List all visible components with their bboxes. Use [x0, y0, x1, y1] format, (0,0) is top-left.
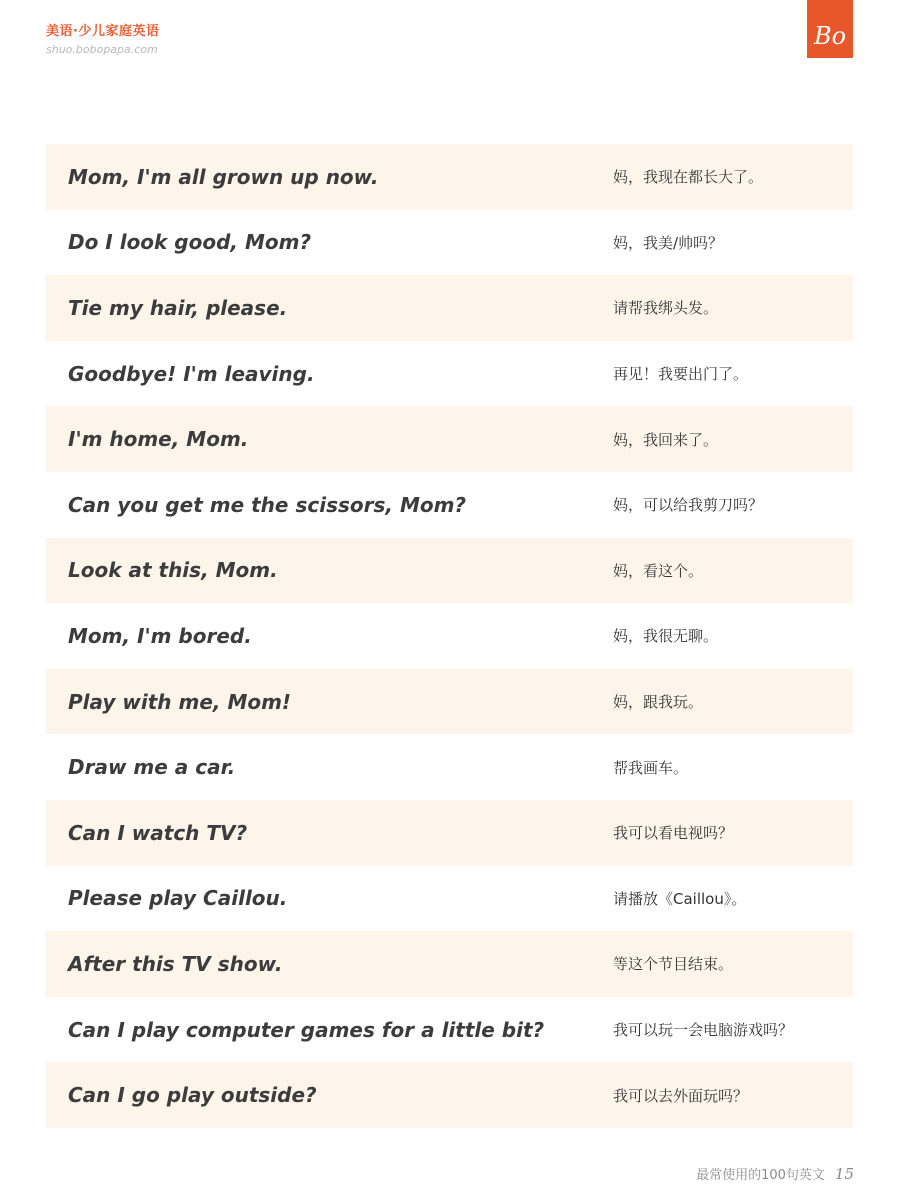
phrase-chinese: 妈，我现在都长大了。 — [613, 168, 764, 187]
phrase-english: Goodbye! I'm leaving. — [68, 361, 315, 386]
phrase-row — [46, 734, 853, 800]
page-header — [46, 22, 159, 58]
phrase-chinese: 帮我画车。 — [613, 758, 689, 777]
phrase-row — [46, 997, 853, 1063]
phrase-row — [46, 406, 853, 472]
footer-title: 最常使用的100句英文 — [696, 1168, 825, 1183]
page-footer — [696, 1164, 854, 1183]
phrase-english: Mom, I'm bored. — [68, 623, 252, 648]
phrase-chinese: 妈，看这个。 — [613, 561, 704, 580]
phrase-english: I'm home, Mom. — [68, 427, 249, 452]
phrase-english: Mom, I'm all grown up now. — [68, 164, 379, 189]
phrase-row — [46, 1062, 853, 1128]
phrase-chinese: 我可以去外面玩吗？ — [613, 1086, 749, 1105]
phrase-english: Can you get me the scissors, Mom? — [68, 492, 467, 517]
phrase-row — [46, 144, 853, 210]
phrase-row — [46, 931, 853, 997]
phrase-english: Can I play computer games for a little bit? — [68, 1017, 545, 1042]
phrase-list — [46, 144, 853, 1128]
phrase-chinese: 妈，跟我玩。 — [613, 693, 704, 712]
phrase-chinese: 我可以玩一会电脑游戏吗？ — [613, 1021, 794, 1040]
phrase-english: Can I go play outside? — [68, 1083, 317, 1108]
phrase-english: Tie my hair, please. — [68, 295, 288, 320]
phrase-chinese: 妈，我回来了。 — [613, 430, 719, 449]
phrase-english: After this TV show. — [68, 951, 283, 976]
phrase-chinese: 再见！我要出门了。 — [613, 365, 749, 384]
phrase-row — [46, 341, 853, 407]
phrase-row — [46, 210, 853, 276]
phrase-english: Draw me a car. — [68, 755, 236, 780]
page-number: 15 — [834, 1165, 854, 1183]
phrase-english: Do I look good, Mom? — [68, 230, 312, 255]
phrase-english: Play with me, Mom! — [68, 689, 292, 714]
brand-url: shuo.bobopapa.com — [46, 43, 158, 56]
brand-title: 美语·少儿家庭英语 — [46, 24, 160, 39]
phrase-row — [46, 669, 853, 735]
phrase-row — [46, 603, 853, 669]
phrase-chinese: 等这个节目结束。 — [613, 955, 734, 974]
phrase-row — [46, 866, 853, 932]
phrase-chinese: 妈，我美/帅吗？ — [613, 233, 724, 252]
phrase-row — [46, 472, 853, 538]
phrase-english: Look at this, Mom. — [68, 558, 278, 583]
phrase-chinese: 请帮我绑头发。 — [613, 299, 719, 318]
phrase-chinese: 我可以看电视吗？ — [613, 824, 734, 843]
bo-logo: Bo — [807, 0, 853, 58]
phrase-row — [46, 275, 853, 341]
phrase-chinese: 妈，可以给我剪刀吗？ — [613, 496, 764, 515]
phrase-row — [46, 538, 853, 604]
phrase-chinese: 妈，我很无聊。 — [613, 627, 719, 646]
phrase-row — [46, 800, 853, 866]
phrase-english: Can I watch TV? — [68, 820, 248, 845]
phrase-chinese: 请播放《Caillou》。 — [613, 889, 747, 908]
phrase-english: Please play Caillou. — [68, 886, 288, 911]
